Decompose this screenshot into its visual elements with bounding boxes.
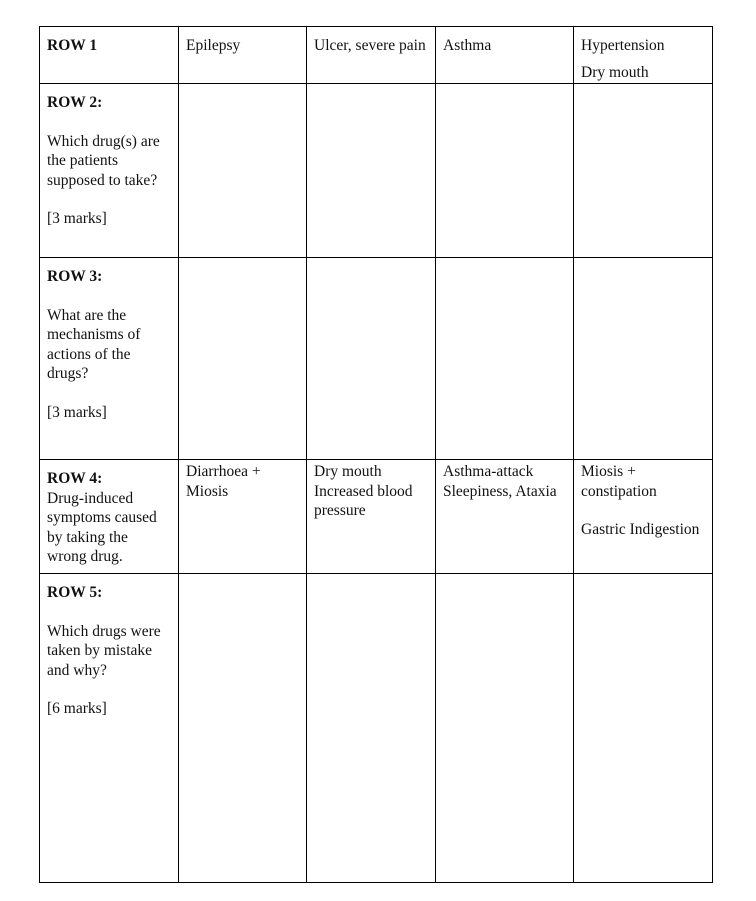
row5-marks: [6 marks] [47,700,107,717]
row4-label-cell [40,460,179,574]
row2-label-cell [40,84,179,258]
row4-col2-text: Dry mouth Increased blood pressure [314,463,413,519]
row2-label: ROW 2: [47,94,103,111]
table-row-2 [40,84,713,258]
row3-label-cell [40,258,179,460]
row5-label-cell [40,574,179,883]
row4-col4-line2: Gastric Indigestion [581,521,700,538]
row3-marks: [3 marks] [47,403,107,421]
row4-col2-cell [307,460,436,574]
row4-label: ROW 4: [47,470,103,487]
row2-answer-cell[interactable] [179,84,307,258]
row4-col1-text: Diarrhoea + Miosis [186,463,261,500]
row1-label: ROW 1 [47,37,98,54]
row4-col1-cell [179,460,307,574]
row1-col2-cell [307,27,436,84]
row4-col3-line2: Sleepiness, Ataxia [443,482,557,500]
row1-col4-line1: Hypertension [581,37,665,54]
row2-answer-cell[interactable] [574,84,713,258]
row3-answer-cell[interactable] [307,258,436,460]
row1-col4-cell [574,27,713,84]
row1-col1-text: Epilepsy [186,37,241,54]
table-row-5 [40,574,713,883]
row1-col1-cell [179,27,307,84]
row3-answer-cell[interactable] [179,258,307,460]
row5-answer-cell[interactable] [436,574,574,883]
row4-col3-cell [436,460,574,574]
row2-question: Which drug(s) are the patients supposed to take? [47,132,160,189]
exam-table [39,26,713,883]
row1-label-cell [40,27,179,84]
table-row-1 [40,27,713,84]
row3-answer-cell[interactable] [574,258,713,460]
row1-col2-text: Ulcer, severe pain [314,37,426,54]
row4-col4-cell [574,460,713,574]
row1-col4-line2: Dry mouth [581,63,649,81]
table-row-4 [40,460,713,574]
row5-answer-cell[interactable] [307,574,436,883]
row2-answer-cell[interactable] [436,84,574,258]
row5-answer-cell[interactable] [574,574,713,883]
row1-col3-cell [436,27,574,84]
row3-answer-cell[interactable] [436,258,574,460]
table-row-3 [40,258,713,460]
row3-question: What are the mechanisms of actions of the drugs? [47,306,141,382]
row4-question: Drug-induced symptoms caused by taking the wrong drug. [47,489,157,565]
row4-col4-line1: Miosis + constipation [581,463,657,500]
row2-marks: [3 marks] [47,210,107,227]
row5-answer-cell[interactable] [179,574,307,883]
row2-answer-cell[interactable] [307,84,436,258]
row5-label: ROW 5: [47,584,103,601]
row3-label: ROW 3: [47,268,103,285]
row4-col3-line1: Asthma-attack [443,463,534,480]
row1-col3-text: Asthma [443,37,492,54]
row5-question: Which drugs were taken by mistake and why? [47,622,161,679]
